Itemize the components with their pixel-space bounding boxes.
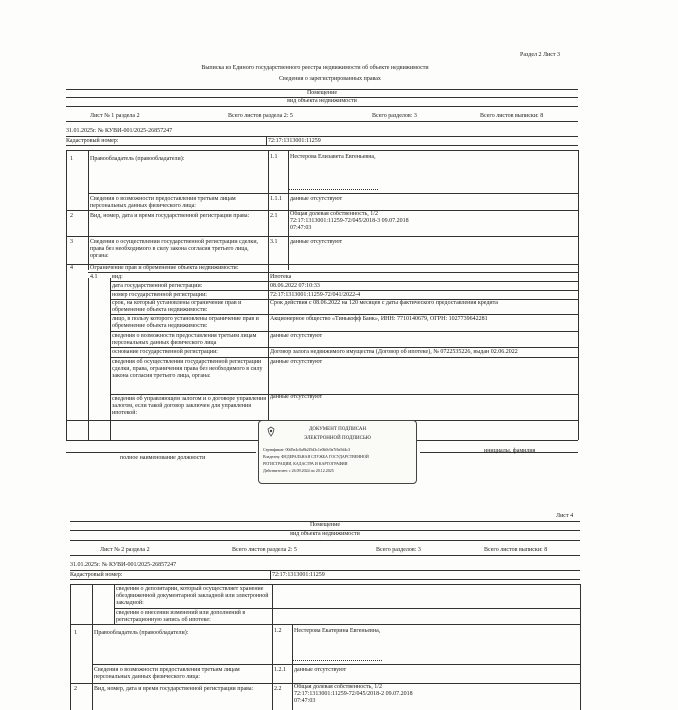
stamp-line-3: Сертификат: 00d5e4c0a8b2f5d3c1e0b0c9a7f6e5d4c3 — [263, 447, 351, 452]
page-2-cadastral-label: Кадастровый номер: — [70, 572, 123, 578]
pledge-manager-label: сведения об управляющем залогом и о договоре управления залогом, если такой договор заключен для управления ипотекой: — [112, 396, 267, 416]
term-value: Срок действия с 08.06.2022 на 120 месяцев с даты фактического предоставления кредита — [270, 300, 498, 306]
initials-caption: инициалы, фамилия — [484, 448, 536, 454]
page-2-row-2-number: 2 — [74, 686, 77, 692]
page-2-row-1-label: Правообладатель (правообладатели): — [94, 630, 189, 636]
page-2-row-1-1-label: Сведения о возможности предоставления третьим лицам персональных данных физического лица: — [94, 667, 240, 680]
page-2-sheet-number: Лист № 2 раздела 2 — [100, 547, 150, 553]
stamp-line-4: Владелец: ФЕДЕРАЛЬНАЯ СЛУЖБА ГОСУДАРСТВЕННОЙ — [263, 454, 369, 459]
sheets-in-section: Всего листов раздела 2: 5 — [228, 113, 293, 119]
stamp-line-5: РЕГИСТРАЦИИ, КАДАСТРА И КАРТОГРАФИИ — [263, 461, 348, 466]
row-2-value: Общая долевая собственность, 1/2 72:17:1313001:11259-72/045/2018-3 09.07.2018 07:47:03 — [290, 211, 409, 231]
page-2-header-right: Лист 4 — [556, 513, 574, 519]
registration-number-label: номер государственной регистрации: — [112, 292, 207, 298]
row-2-sub: 2.1 — [270, 213, 278, 219]
row-1-1-value: данные отсутствуют — [290, 196, 343, 202]
page-2-row-2-sub: 2.2 — [274, 686, 282, 692]
row-2-number: 2 — [70, 213, 73, 219]
row-3-label: Сведения о осуществлении государственной регистрации сделки, права без необходимого в силу закона согласия третьего лица, органа: — [90, 239, 259, 259]
beneficiary-label: лицо, в пользу которого установлены ограничение прав и обременение объекта недвижимости: — [112, 316, 259, 329]
page-2-cadastral-value: 72:17:1313001:11259 — [272, 572, 325, 578]
object-type: Помещение — [306, 90, 338, 96]
row-4-number: 4 — [70, 265, 73, 271]
date-number: 31.01.2025г. № КУВИ-001/2025-26857247 — [66, 128, 173, 134]
page-2-owner-name: Нестерова Екатерина Евгеньевна, — [294, 628, 381, 634]
row-3-sub: 3.1 — [270, 239, 278, 245]
object-kind-caption: вид объекта недвижимости — [287, 98, 357, 104]
page-2-sections-total: Всего разделов: 3 — [376, 547, 421, 553]
row-4-label: Ограничение прав и обременение объекта недвижимости: — [90, 265, 239, 271]
cadastral-label: Кадастровый номер: — [66, 138, 119, 144]
encumbrance-kind-label: вид: — [112, 274, 123, 280]
sections-total: Всего разделов: 3 — [372, 113, 417, 119]
stamp-line-6: Действителен: с 26.09.2024 по 20.12.2025 — [263, 468, 334, 473]
position-caption: полное наименование должности — [120, 455, 206, 461]
document-subtitle: Сведения о зарегистрированных правах — [279, 76, 381, 82]
term-label: срок, на который установлены ограничение прав и обременение объекта недвижимости: — [112, 300, 242, 313]
personal-data-label: сведения о возможности предоставления третьим лицам персональных данных физического лица — [112, 333, 257, 346]
page-2-sheets-in-section: Всего листов раздела 2: 5 — [232, 547, 297, 553]
page-2-object-type: Помещение — [309, 522, 341, 528]
sheet-number: Лист № 1 раздела 2 — [90, 113, 140, 119]
beneficiary-value: Акционерное общество «Тинькофф Банк», ИНН: 7710140679, ОГРН: 1027739642281 — [270, 316, 488, 322]
page-2-row-1-1-value: данные отсутствуют — [294, 667, 347, 673]
depositary-label: сведения о депозитарии, который осуществляет хранение обездвиженной документарной закладной или электронной закладной: — [116, 586, 269, 606]
row-1-label: Правообладатель (правообладатели): — [90, 156, 185, 162]
registration-date-label: дата государственной регистрации: — [112, 283, 203, 289]
page-1-header-right: Раздел 2 Лист 3 — [520, 52, 561, 58]
basis-label: основание государственной регистрации: — [112, 349, 218, 355]
row-3-number: 3 — [70, 239, 73, 245]
page-2-date-number: 31.01.2025г. № КУВИ-001/2025-26857247 — [70, 562, 177, 568]
sheets-total: Всего листов выписки: 8 — [480, 113, 544, 119]
personal-data-value: данные отсутствуют — [270, 333, 323, 339]
cadastral-value: 72:17:1313001:11259 — [268, 138, 321, 144]
stamp-line-1: ДОКУМЕНТ ПОДПИСАН — [308, 427, 367, 432]
page-2-row-2-value: Общая долевая собственность, 1/2 72:17:1313001:11259-72/045/2018-2 09.07.2018 07:47:03 — [294, 684, 413, 704]
page-2-row-1-number: 1 — [74, 630, 77, 636]
deal-label: сведения об осуществлении государственной регистрации сделки, права, ограничения права без необходимого в силу закона согласия третьего лица, органа: — [112, 359, 263, 379]
owner-name: Нестерова Елизавета Евгеньевна, — [290, 154, 376, 160]
row-1-1-label: Сведения о возможности предоставления третьим лицам персональных данных физического лица: — [90, 196, 236, 209]
basis-value: Договор залога недвижимого имущества (Договор об ипотеке), № 0722535226, выдан 02.06.2022 — [270, 349, 518, 355]
page-2-sheets-total: Всего листов выписки: 8 — [484, 547, 548, 553]
pledge-manager-value: данные отсутствуют — [270, 394, 323, 400]
page-2-row-2-label: Вид, номер, дата и время государственной регистрации права: — [94, 686, 254, 692]
page-2-row-1-1-sub: 1.2.1 — [274, 667, 286, 673]
record-changes-label: сведения о внесении изменений или дополнений в регистрационную запись об ипотеке: — [116, 610, 246, 623]
digital-signature-stamp — [258, 420, 417, 484]
row-2-label: Вид, номер, дата и время государственной регистрации права: — [90, 213, 250, 219]
deal-value: данные отсутствуют — [270, 359, 323, 365]
page-2-row-1-sub: 1.2 — [274, 628, 282, 634]
stamp-line-2: ЭЛЕКТРОННОЙ ПОДПИСЬЮ — [304, 436, 371, 441]
row-1-number: 1 — [70, 156, 73, 162]
document-title: Выписка из Единого государственного реестра недвижимости об объекте недвижимости — [201, 65, 429, 71]
row-3-value: данные отсутствуют — [290, 239, 343, 245]
row-4-sub: 4.1 — [90, 274, 98, 280]
row-1-sub: 1.1 — [270, 154, 278, 160]
registration-date-value: 08.06.2022 07:10:33 — [270, 283, 320, 289]
registration-number-value: 72:17:1313001:11259-72/041/2022-4 — [270, 292, 361, 298]
row-1-1-sub: 1.1.1 — [270, 196, 282, 202]
encumbrance-kind-value: Ипотека — [270, 274, 292, 280]
page-2-object-kind: вид объекта недвижимости — [290, 531, 360, 537]
